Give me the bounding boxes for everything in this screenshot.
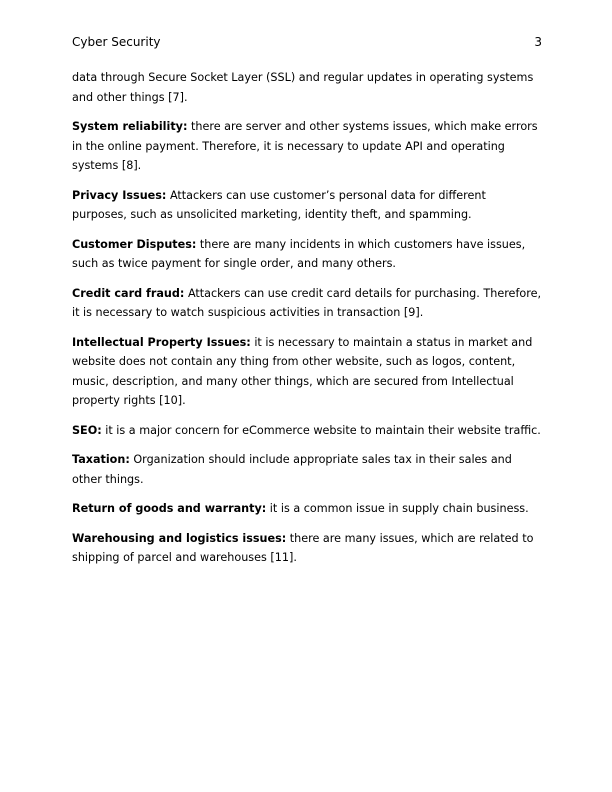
paragraph-text: there are many issues, which are related to shipping of parcel and warehouses [11].: [72, 531, 534, 564]
paragraph-text: it is a major concern for eCommerce website to maintain their website traffic.: [101, 423, 541, 437]
intellectual-property-paragraph: [72, 333, 542, 411]
paragraph-text: there are server and other systems issues, which make errors in the online payment. Therefore, it is necessary to update API and operating systems [8].: [72, 120, 538, 172]
paragraph-term: Warehousing and logistics issues:: [72, 531, 287, 545]
running-header: Cyber Security: [72, 35, 161, 49]
page-number: 3: [534, 35, 542, 49]
seo-paragraph: [72, 421, 542, 441]
paragraph-text: Organization should include appropriate sales tax in their sales and other things.: [72, 453, 512, 486]
paragraph-term: Customer Disputes:: [72, 237, 197, 251]
customer-disputes-paragraph: [72, 235, 542, 274]
paragraph-text: there are many incidents in which customers have issues, such as twice payment for single order, and many others.: [72, 237, 526, 270]
taxation-paragraph: [72, 450, 542, 489]
privacy-issues-paragraph: [72, 186, 542, 225]
paragraph-term: Privacy Issues:: [72, 188, 167, 202]
return-of-goods-paragraph: [72, 499, 542, 519]
paragraph-term: Intellectual Property Issues:: [72, 335, 251, 349]
paragraph-text: it is necessary to maintain a status in market and website does not contain any thing from other website, such as logos, content, music, description, and many other things, which are secured from Intellectual property rights [10].: [72, 335, 533, 407]
paragraph-text: Attackers can use customer’s personal data for different purposes, such as unsolicited marketing, identity theft, and spamming.: [72, 188, 486, 221]
document-body: [72, 68, 542, 578]
intro-paragraph: data through Secure Socket Layer (SSL) and regular updates in operating systems and other things [7].: [72, 71, 534, 104]
paragraph-term: Credit card fraud:: [72, 286, 185, 300]
paragraph-term: Return of goods and warranty:: [72, 502, 267, 515]
paragraph-text: it is a common issue in supply chain business.: [266, 502, 529, 515]
paragraph-term: SEO:: [72, 423, 102, 437]
warehousing-paragraph: [72, 529, 542, 568]
system-reliability-paragraph: [72, 117, 542, 176]
paragraph-term: Taxation:: [72, 453, 130, 466]
paragraph-term: System reliability:: [72, 120, 188, 133]
paragraph-text: Attackers can use credit card details for purchasing. Therefore, it is necessary to watch suspicious activities in transaction [9].: [72, 286, 542, 319]
credit-card-fraud-paragraph: [72, 284, 542, 323]
